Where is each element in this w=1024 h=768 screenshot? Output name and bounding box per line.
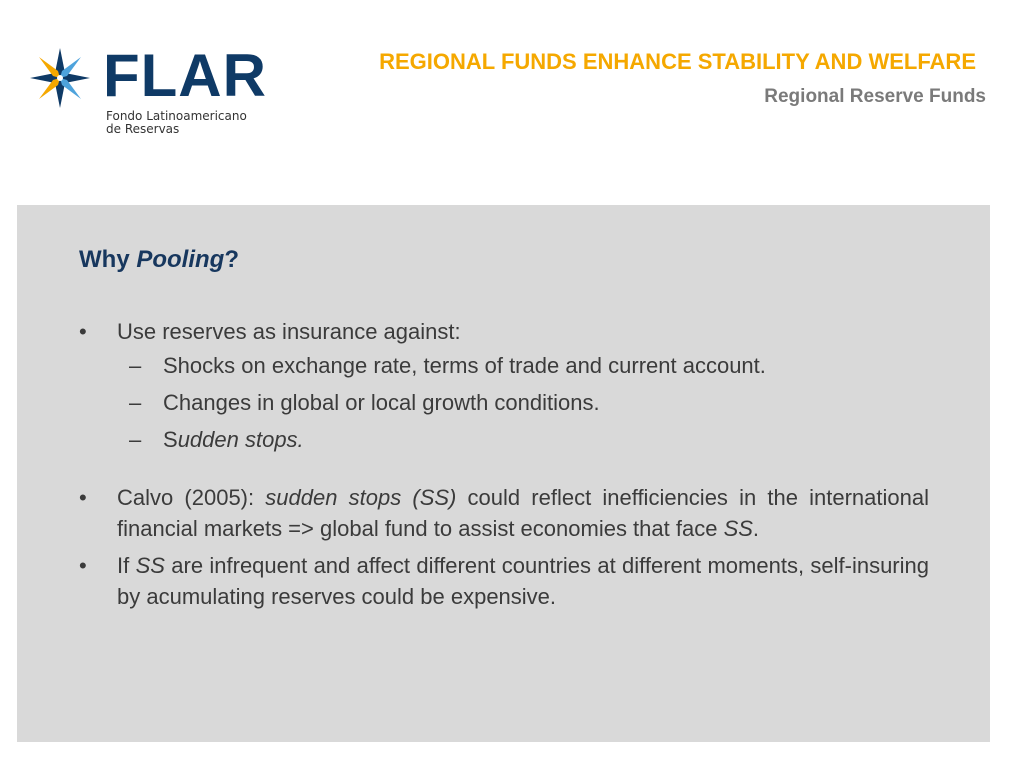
sub-text: Shocks on exchange rate, terms of trade and current account. <box>163 353 766 378</box>
sub-text: Changes in global or local growth conditions. <box>163 390 600 415</box>
bullet-text: Use reserves as insurance against: <box>117 319 461 344</box>
bullet-list <box>79 316 929 612</box>
dash-icon: – <box>129 427 142 452</box>
logo-subtitle-line2: de Reservas <box>106 122 180 136</box>
slide-subtitle: Regional Reserve Funds <box>764 86 986 107</box>
sub-text-italic: udden stops. <box>177 427 304 452</box>
compass-star-icon <box>28 46 92 110</box>
logo-wordmark: FLAR <box>103 42 267 109</box>
dash-icon: – <box>129 353 142 378</box>
bullet-text: . <box>752 516 760 541</box>
logo-subtitle-line1: Fondo Latinoamericano <box>106 109 247 123</box>
bullet-text: are infrequent and affect different countries at different moments, self-insuring by acumulating reserves could be expensive. <box>117 553 929 609</box>
bullet-italic: SS <box>135 553 165 578</box>
slide-title: REGIONAL FUNDS ENHANCE STABILITY AND WELFARE <box>379 49 976 74</box>
logo-subtitle <box>106 110 247 136</box>
bullet-icon: • <box>79 485 87 510</box>
heading-prefix: Why <box>79 246 137 273</box>
bullet-item-1 <box>79 316 929 347</box>
bullet-text: could reflect inefficiencies in the international financial markets => global fund to assist economies that face <box>117 485 929 541</box>
bullet-italic: sudden stops (SS) <box>265 485 457 510</box>
bullet-item-3 <box>79 550 929 612</box>
bullet-text: Calvo (2005): <box>117 485 266 510</box>
sub-item-1 <box>79 347 929 384</box>
heading-italic: Pooling <box>136 246 225 273</box>
bullet-icon: • <box>79 319 87 344</box>
content-panel <box>17 205 990 742</box>
sub-text-initial: S <box>163 427 178 452</box>
section-heading <box>79 245 239 275</box>
flar-logo <box>28 44 268 144</box>
bullet-icon: • <box>79 553 87 578</box>
dash-icon: – <box>129 390 142 415</box>
bullet-italic: SS <box>723 516 753 541</box>
bullet-text: If <box>117 553 136 578</box>
heading-suffix: ? <box>224 246 239 273</box>
sub-item-2 <box>79 384 929 421</box>
bullet-item-2 <box>79 482 929 544</box>
sub-item-3 <box>79 421 929 458</box>
